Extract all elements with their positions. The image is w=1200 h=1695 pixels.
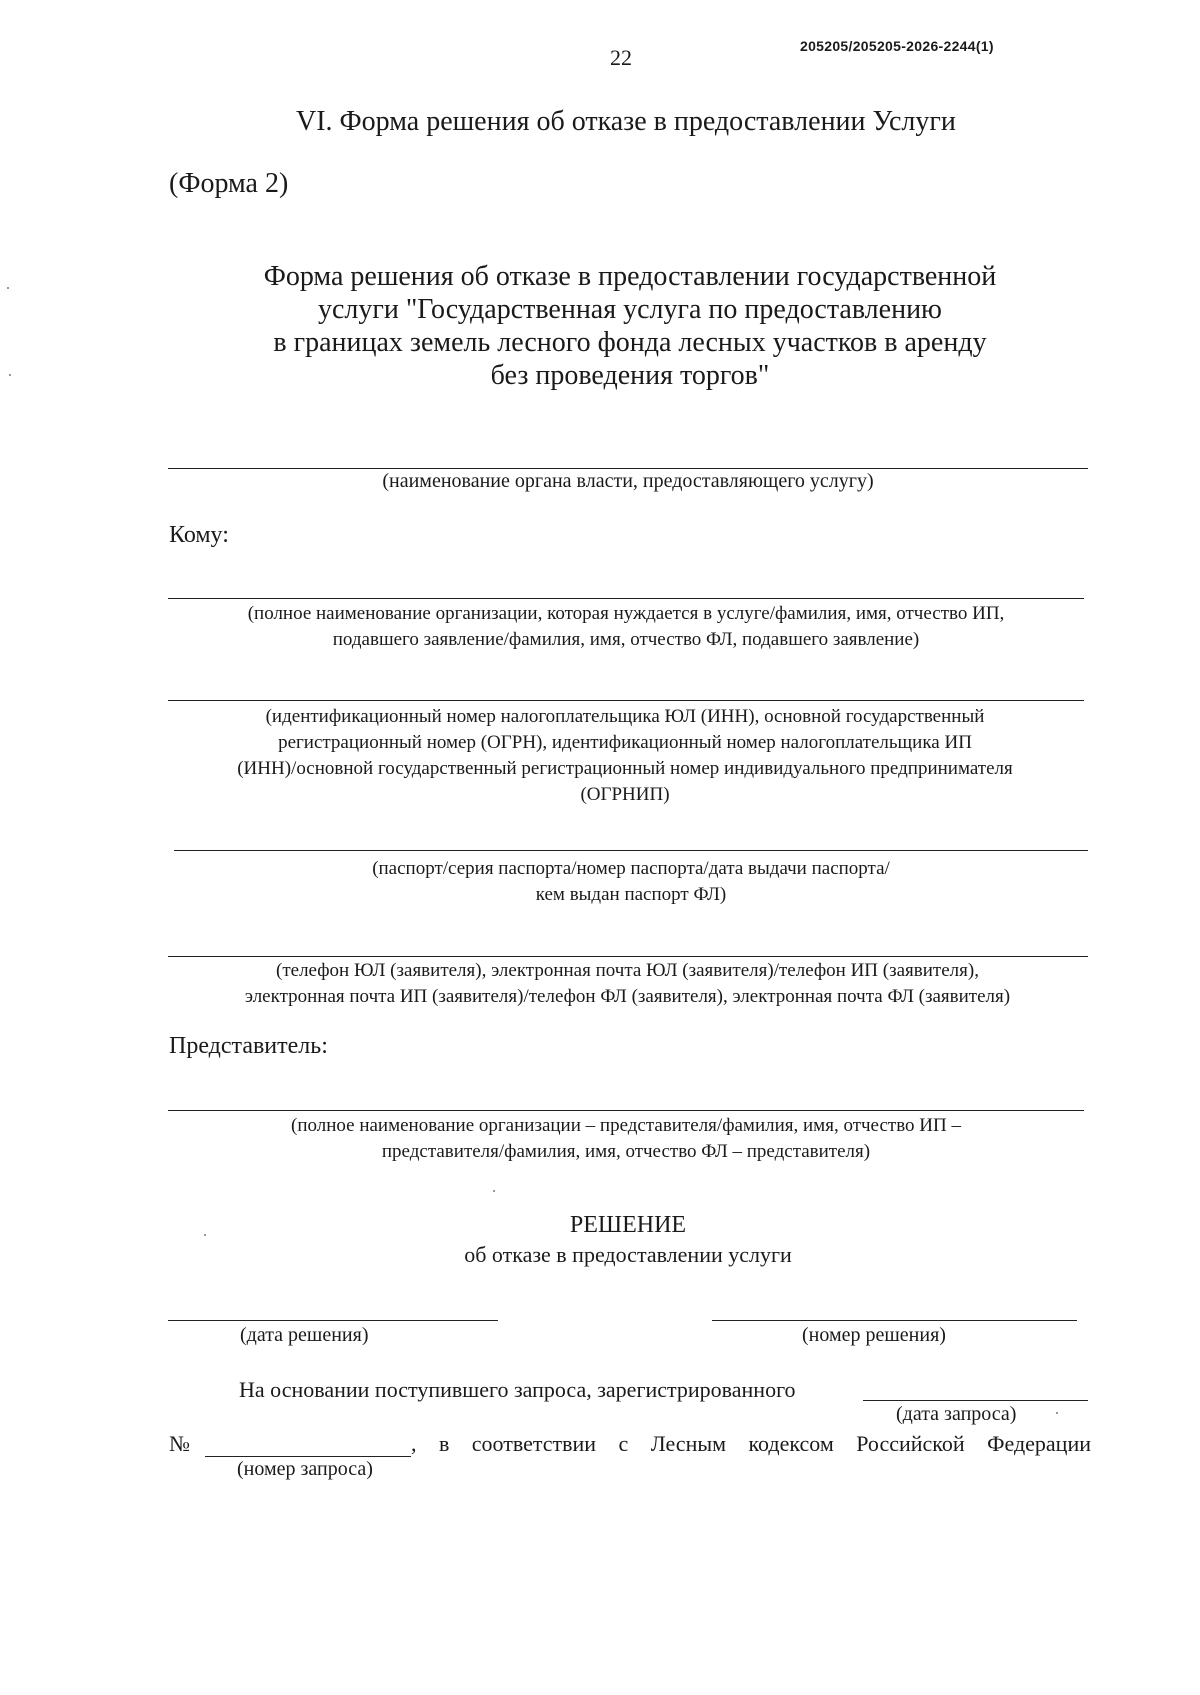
caption-line: представителя/фамилия, имя, отчество ФЛ – представителя): [381, 1141, 871, 1162]
scan-speck: [9, 374, 11, 376]
caption-line: (идентификационный номер налогоплательщика ЮЛ (ИНН), основной государственный: [265, 706, 985, 727]
decision-subtitle: об отказе в предоставлении услуги: [464, 1242, 792, 1267]
form-title-line: без проведения торгов": [490, 360, 770, 391]
form-title-line: Форма решения об отказе в предоставлении государственной: [263, 261, 997, 292]
request-number-caption: (номер запроса): [237, 1458, 373, 1480]
authority-line: [168, 468, 1088, 469]
tax-id-line: [168, 700, 1084, 701]
decision-number-line: [712, 1320, 1077, 1321]
caption-line: (паспорт/серия паспорта/номер паспорта/дата выдачи паспорта/: [372, 858, 890, 879]
caption-line: (полное наименование организации – представителя/фамилия, имя, отчество ИП –: [291, 1115, 961, 1136]
document-id: 205205/205205-2026-2244(1): [800, 38, 994, 54]
caption-line: (ИНН)/основной государственный регистрационный номер индивидуального предпринимателя: [237, 758, 1013, 779]
applicant-caption: [168, 601, 1084, 653]
caption-line: кем выдан паспорт ФЛ): [535, 884, 727, 905]
caption-line: электронная почта ИП (заявителя)/телефон ФЛ (заявителя), электронная почта ФЛ (заявителя): [244, 986, 1011, 1007]
contacts-line: [168, 956, 1088, 957]
tax-id-caption: [160, 704, 1090, 808]
decision-number-caption: (номер решения): [802, 1324, 946, 1346]
caption-line: регистрационный номер (ОГРН), идентификационный номер налогоплательщика ИП: [278, 732, 972, 753]
number-sign: №: [169, 1431, 190, 1456]
authority-caption: (наименование органа власти, предоставляющего услугу): [382, 470, 874, 492]
form-label: (Форма 2): [169, 168, 289, 199]
scan-speck: [493, 1190, 495, 1192]
caption-line: (полное наименование организации, которая нуждается в услуге/фамилия, имя, отчество ИП,: [247, 603, 1005, 624]
applicant-line: [168, 598, 1084, 599]
body-line-2: , в соответствии с Лесным кодексом Российской Федерации: [411, 1431, 1091, 1456]
decision-date-caption: (дата решения): [240, 1324, 369, 1346]
scan-speck: [1056, 1412, 1058, 1414]
caption-line: (ОГРНИП): [580, 784, 670, 805]
section-title: VI. Форма решения об отказе в предоставлении Услуги: [296, 106, 956, 137]
request-number-line: [205, 1456, 411, 1457]
representative-line: [168, 1110, 1084, 1111]
representative-caption: [168, 1113, 1084, 1165]
body-line-1: На основании поступившего запроса, зарегистрированного: [239, 1377, 796, 1402]
scan-speck: [7, 287, 9, 289]
contacts-caption: [165, 958, 1090, 1010]
form-title-line: услуги "Государственная услуга по предоставлению: [318, 294, 942, 325]
scan-speck: [204, 1234, 206, 1236]
caption-line: (телефон ЮЛ (заявителя), электронная почта ЮЛ (заявителя)/телефон ИП (заявителя),: [276, 960, 979, 981]
request-date-caption: (дата запроса): [896, 1403, 1017, 1425]
decision-date-line: [168, 1320, 498, 1321]
caption-line: подавшего заявление/фамилия, имя, отчество ФЛ, подавшего заявление): [332, 629, 920, 650]
to-label: Кому:: [169, 522, 229, 548]
form-title: [200, 260, 1060, 392]
page-number: 22: [610, 45, 632, 70]
passport-caption: [174, 856, 1088, 908]
form-title-line: в границах земель лесного фонда лесных участков в аренду: [273, 327, 987, 358]
decision-title: РЕШЕНИЕ: [569, 1212, 687, 1238]
request-date-line: [863, 1400, 1088, 1401]
passport-line: [174, 850, 1088, 851]
representative-label: Представитель:: [169, 1033, 328, 1059]
